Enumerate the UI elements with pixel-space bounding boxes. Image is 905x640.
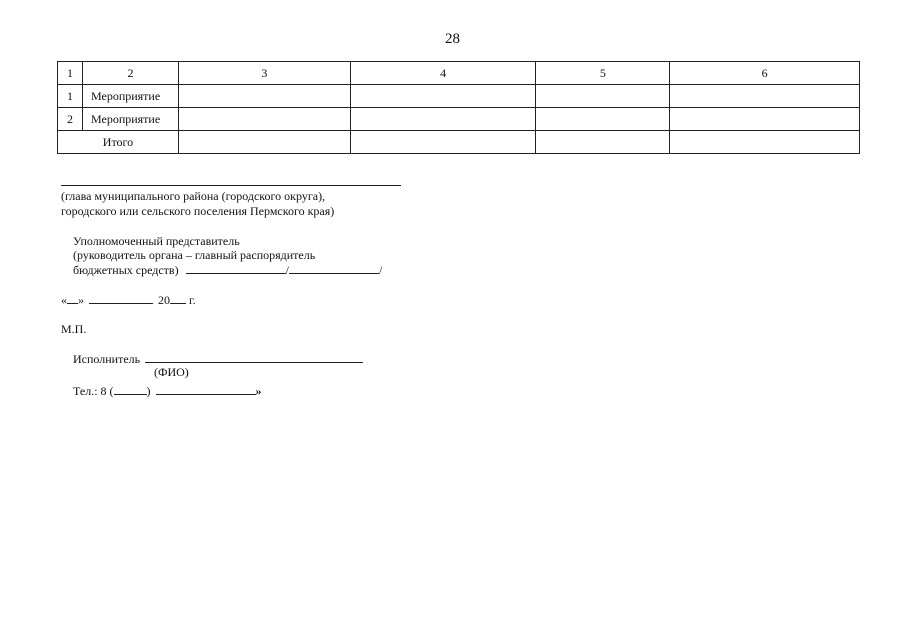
header-cell: 5	[536, 62, 670, 85]
table-cell	[350, 108, 536, 131]
table-cell	[670, 131, 860, 154]
rep-title-line3: бюджетных средств)	[73, 263, 179, 277]
phone-number-blank	[156, 383, 256, 395]
phone-label: Тел.: 8 (	[73, 384, 114, 398]
table-cell	[670, 108, 860, 131]
month-blank	[89, 292, 153, 304]
table-total-row	[58, 131, 860, 154]
name-blank	[289, 262, 379, 274]
head-caption-line2: городского или сельского поселения Пермского края)	[61, 204, 335, 218]
executor-label: Исполнитель	[73, 352, 141, 366]
row-number-cell: 2	[58, 108, 83, 131]
header-cell: 6	[670, 62, 860, 85]
year-prefix: 20	[158, 293, 170, 307]
table-cell	[536, 108, 670, 131]
date-open-quote: «	[61, 293, 67, 307]
table-cell	[350, 131, 536, 154]
row-number-cell: 1	[58, 85, 83, 108]
slash: /	[285, 263, 289, 277]
table-cell	[178, 108, 350, 131]
rep-signature-line	[73, 262, 382, 277]
slash: /	[378, 263, 383, 277]
rep-title-line1: Уполномоченный представитель	[73, 234, 240, 248]
closing-quote: »	[255, 384, 262, 398]
head-signature-line	[61, 185, 401, 186]
table-cell	[350, 85, 536, 108]
date-line	[61, 292, 196, 307]
table-cell	[536, 85, 670, 108]
header-cell: 3	[178, 62, 350, 85]
header-cell: 1	[58, 62, 83, 85]
header-cell: 2	[82, 62, 178, 85]
page-number: 28	[445, 31, 460, 47]
table-cell	[178, 131, 350, 154]
row-name-cell: Мероприятие	[82, 108, 178, 131]
executor-blank	[145, 351, 363, 363]
rep-title-line2: (руководитель органа – главный распорядитель	[73, 248, 316, 262]
table-row	[58, 108, 860, 131]
row-name-cell: Мероприятие	[82, 85, 178, 108]
executor-line	[73, 351, 363, 366]
table-cell	[178, 85, 350, 108]
phone-paren: )	[146, 384, 151, 398]
signature-blank	[186, 262, 286, 274]
date-close-quote: »	[78, 293, 84, 307]
table-row	[58, 85, 860, 108]
year-blank	[170, 292, 186, 304]
fio-caption: (ФИО)	[154, 365, 189, 379]
table-cell	[670, 85, 860, 108]
total-label-cell: Итого	[58, 131, 179, 154]
phone-code-blank	[114, 383, 147, 395]
data-table	[57, 61, 860, 154]
phone-line	[73, 383, 262, 398]
header-cell: 4	[350, 62, 536, 85]
head-caption-line1: (глава муниципального района (городского округа),	[61, 189, 326, 203]
table-cell	[536, 131, 670, 154]
day-blank	[67, 292, 78, 304]
year-suffix: г.	[189, 293, 196, 307]
stamp-label: М.П.	[61, 322, 87, 336]
table-header-row	[58, 62, 860, 85]
